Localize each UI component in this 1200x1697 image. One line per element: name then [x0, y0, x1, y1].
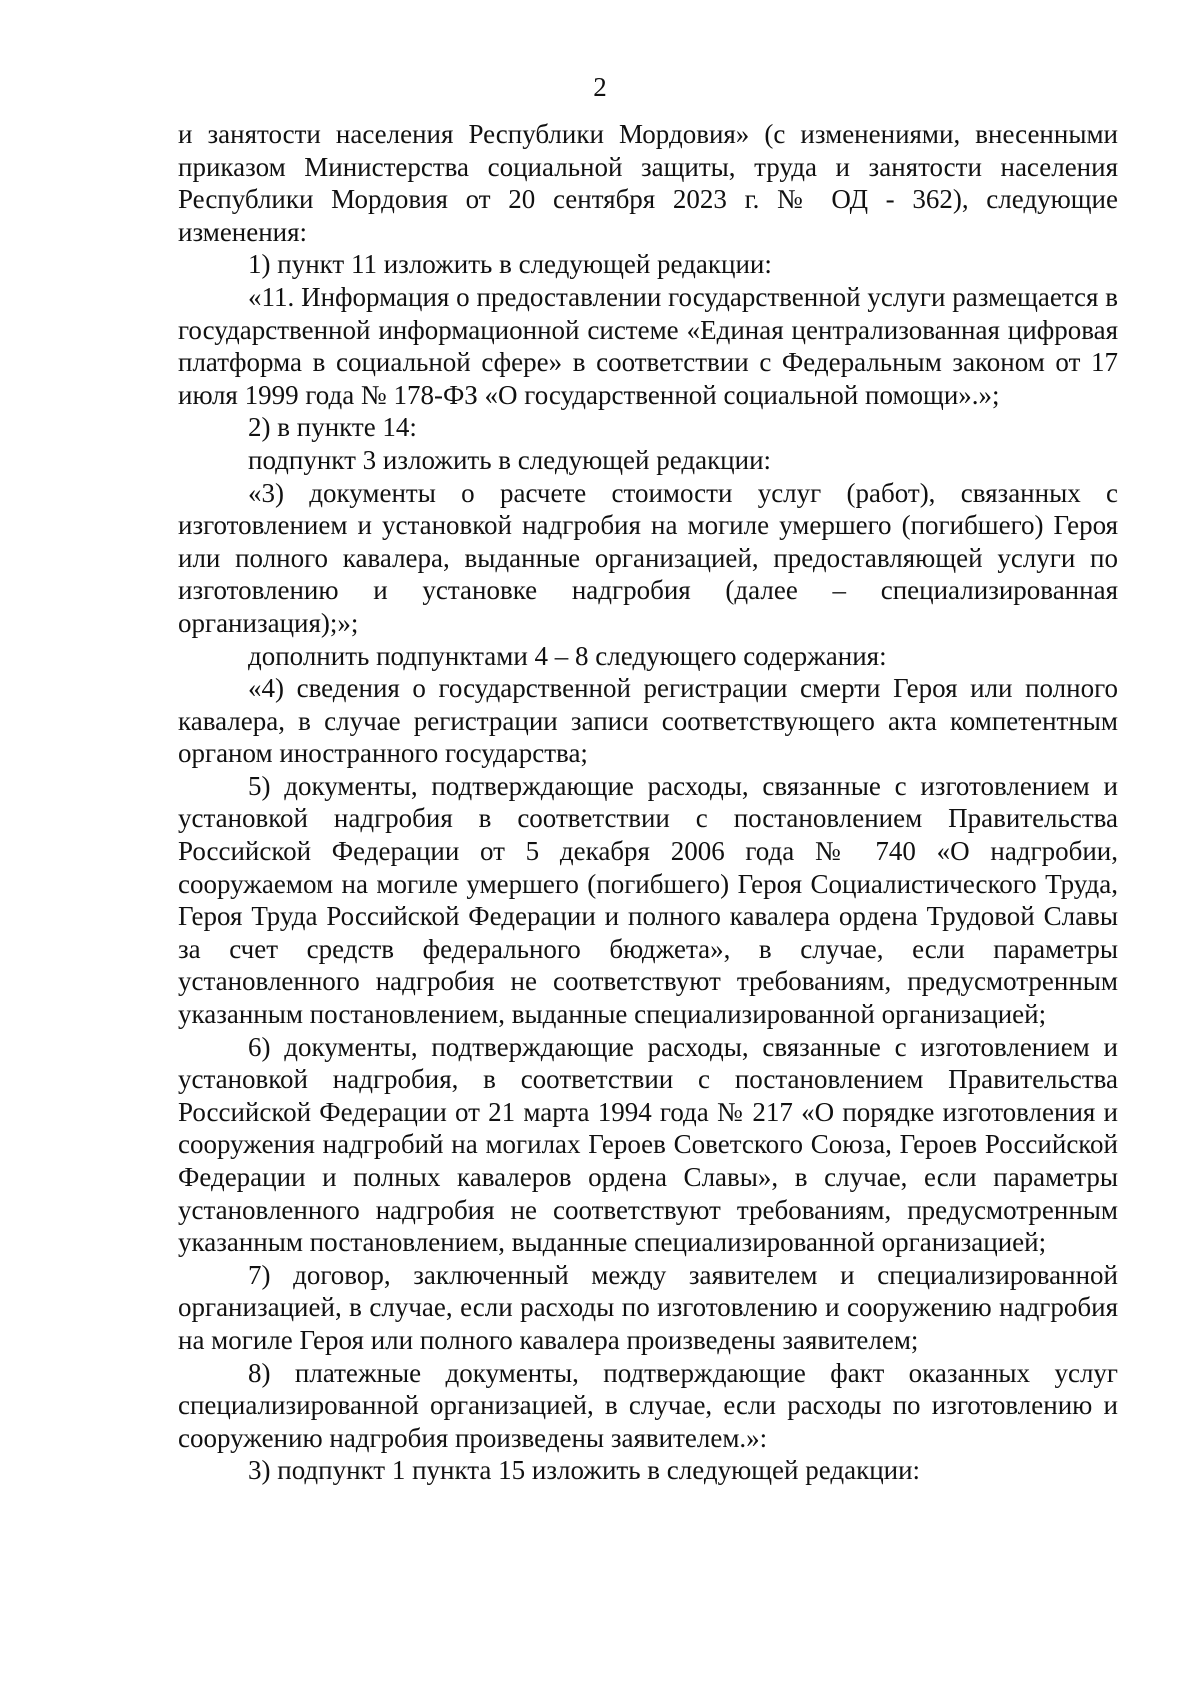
paragraph-subitem-7: 7) договор, заключенный между заявителем и специализированной организацией, в случае, если расходы по изготовлению и сооружению надгробия на могиле Героя или полного кавалера произведены заявителем;: [178, 1259, 1118, 1355]
document-body: [178, 118, 1118, 1487]
paragraph-item-1: 1) пункт 11 изложить в следующей редакции:: [248, 249, 772, 280]
paragraph-subitem-4: «4) сведения о государственной регистрации смерти Героя или полного кавалера, в случае регистрации записи соответствующего акта компетентным органом иностранного государства;: [178, 673, 1118, 769]
paragraph-clause-11: «11. Информация о предоставлении государственной услуги размещается в государственной информационной системе «Единая централизованная цифровая платформа в социальной сфере» в соответствии с Федеральным законом от 17 июля 1999 года № 178-ФЗ «О государственной социальной помощи».»;: [178, 281, 1118, 410]
paragraph-subitem-6: 6) документы, подтверждающие расходы, связанные с изготовлением и установкой надгробия, в соответствии с постановлением Правительства Российской Федерации от 21 марта 1994 года № 217 «О порядке изготовления и сооружения надгробий на могилах Героев Советского Союза, Героев Российской Федерации и полных кавалеров ордена Славы», в случае, если параметры установленного надгробия не соответствуют требованиям, предусмотренным указанным постановлением, выданные специализированной организацией;: [178, 1031, 1118, 1258]
page-number: 2: [593, 72, 607, 102]
paragraph-subitem-3-intro: подпункт 3 изложить в следующей редакции:: [248, 444, 772, 475]
paragraph-subitem-3-text: «3) документы о расчете стоимости услуг (работ), связанных с изготовлением и установкой надгробия на могиле умершего (погибшего) Героя или полного кавалера, выданные организацией, предоставляющей услуги по изготовлению и установке надгробия (далее – специализированная организация);»;: [178, 477, 1118, 638]
paragraph-intro-continuation: и занятости населения Республики Мордовия» (с изменениями, внесенными приказом Министерства социальной защиты, труда и занятости населения Республики Мордовия от 20 сентября 2023 г. № ОД - 362), следующие изменения:: [178, 119, 1118, 247]
paragraph-item-3: 3) подпункт 1 пункта 15 изложить в следующей редакции:: [248, 1455, 921, 1486]
paragraph-subitem-5: 5) документы, подтверждающие расходы, связанные с изготовлением и установкой надгробия в соответствии с постановлением Правительства Российской Федерации от 5 декабря 2006 года № 740 «О надгробии, сооружаемом на могиле умершего (погибшего) Героя Социалистического Труда, Героя Труда Российской Федерации и полного кавалера ордена Трудовой Славы за счет средств федерального бюджета», в случае, если параметры установленного надгробия не соответствуют требованиям, предусмотренным указанным постановлением, выданные специализированной организацией;: [178, 770, 1118, 1030]
paragraph-item-2: 2) в пункте 14:: [248, 412, 417, 443]
paragraph-add-subitems: дополнить подпунктами 4 – 8 следующего содержания:: [248, 640, 887, 671]
paragraph-subitem-8: 8) платежные документы, подтверждающие факт оказанных услуг специализированной организацией, в случае, если расходы по изготовлению и сооружению надгробия произведены заявителем.»:: [178, 1357, 1118, 1453]
